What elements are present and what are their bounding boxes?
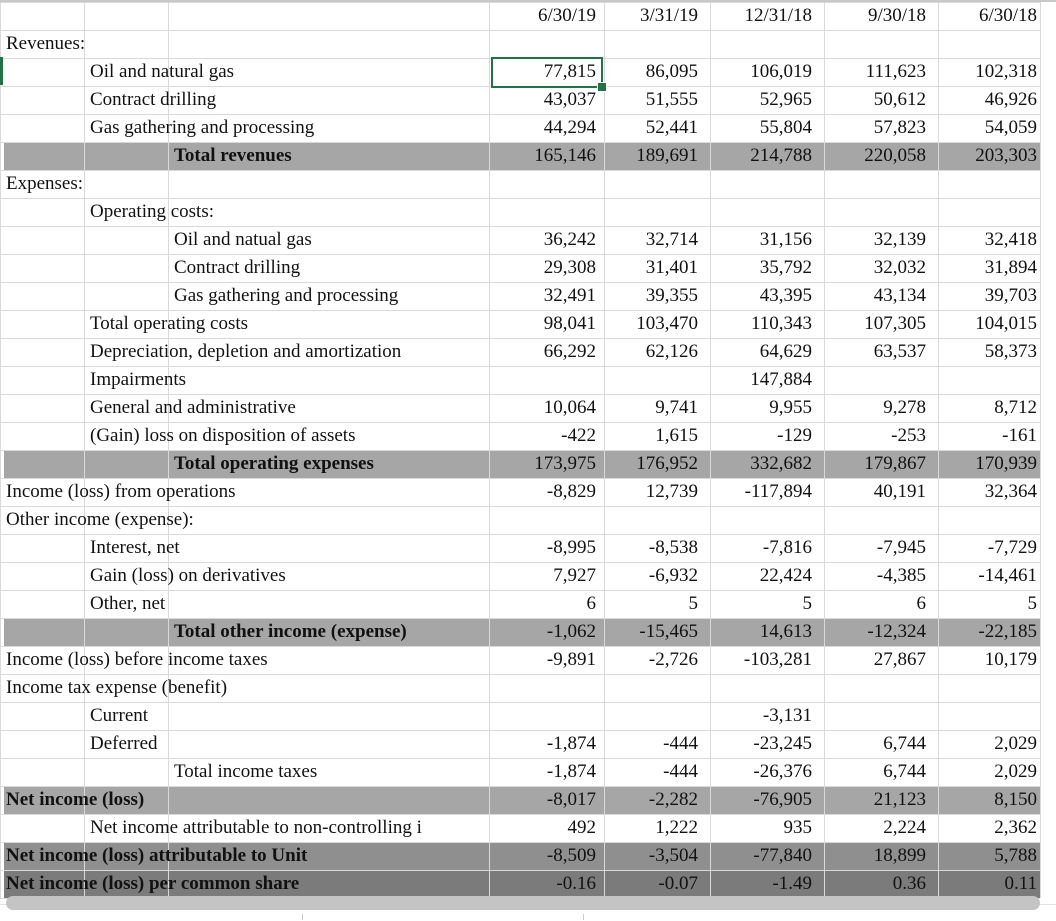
value-cell[interactable]: -26,376 xyxy=(753,761,812,782)
value-cell[interactable]: -76,905 xyxy=(753,789,812,810)
row-label-cell[interactable]: Total income taxes xyxy=(174,761,318,782)
value-cell[interactable] xyxy=(927,702,1037,730)
value-cell[interactable]: 6 xyxy=(916,593,926,614)
value-cell[interactable] xyxy=(927,366,1037,394)
value-cell[interactable] xyxy=(486,702,596,730)
value-cell[interactable]: 170,939 xyxy=(975,453,1037,474)
value-cell[interactable]: -4,385 xyxy=(876,565,926,586)
value-cell[interactable]: 32,139 xyxy=(873,229,926,250)
value-cell[interactable]: -15,465 xyxy=(639,621,698,642)
value-cell[interactable]: -161 xyxy=(1002,425,1037,446)
value-cell[interactable]: 7,927 xyxy=(553,565,596,586)
value-cell[interactable]: 40,191 xyxy=(873,481,926,502)
value-cell[interactable]: 103,470 xyxy=(636,313,698,334)
value-cell[interactable]: -22,185 xyxy=(978,621,1037,642)
value-cell[interactable]: 2,029 xyxy=(994,761,1037,782)
value-cell[interactable]: 2,362 xyxy=(994,817,1037,838)
value-cell[interactable]: 51,555 xyxy=(645,89,698,110)
value-cell[interactable]: 57,823 xyxy=(873,117,926,138)
value-cell[interactable]: 12,739 xyxy=(645,481,698,502)
value-cell[interactable]: 31,401 xyxy=(645,257,698,278)
value-cell[interactable]: -103,281 xyxy=(743,649,812,670)
value-cell[interactable]: -117,894 xyxy=(744,481,812,502)
fill-handle[interactable] xyxy=(597,82,607,92)
value-cell[interactable]: -1,874 xyxy=(546,761,596,782)
value-cell[interactable]: 0.36 xyxy=(892,873,926,894)
value-cell[interactable]: 2,224 xyxy=(883,817,926,838)
value-cell[interactable]: 220,058 xyxy=(864,145,926,166)
value-cell[interactable]: 106,019 xyxy=(750,61,812,82)
value-cell[interactable]: -1.49 xyxy=(772,873,812,894)
row-label-cell[interactable]: Gas gathering and processing xyxy=(90,117,315,138)
row-label-cell[interactable]: Impairments xyxy=(90,369,187,390)
value-cell[interactable]: 86,095 xyxy=(645,61,698,82)
row-label-cell[interactable]: Net income (loss) attributable to Unit xyxy=(6,845,308,866)
value-cell[interactable]: 31,894 xyxy=(984,257,1037,278)
column-header-date[interactable]: 3/31/19 xyxy=(639,5,698,26)
value-cell[interactable]: -9,891 xyxy=(546,649,596,670)
value-cell[interactable] xyxy=(486,366,596,394)
value-cell[interactable]: 27,867 xyxy=(873,649,926,670)
value-cell[interactable]: 58,373 xyxy=(984,341,1037,362)
value-cell[interactable]: -7,816 xyxy=(762,537,812,558)
value-cell[interactable]: 62,126 xyxy=(645,341,698,362)
value-cell[interactable]: -1,062 xyxy=(546,621,596,642)
value-cell[interactable]: 935 xyxy=(783,817,812,838)
value-cell[interactable]: -0.16 xyxy=(556,873,596,894)
value-cell[interactable]: 52,441 xyxy=(645,117,698,138)
value-cell[interactable]: 43,134 xyxy=(873,285,926,306)
value-cell[interactable]: 2,029 xyxy=(994,733,1037,754)
value-cell[interactable]: -2,726 xyxy=(648,649,698,670)
column-header-date[interactable]: 12/31/18 xyxy=(744,5,812,26)
value-cell[interactable]: 176,952 xyxy=(636,453,698,474)
value-cell[interactable]: 32,491 xyxy=(543,285,596,306)
row-label-cell[interactable]: Depreciation, depletion and amortization xyxy=(90,341,402,362)
value-cell[interactable]: -422 xyxy=(561,425,596,446)
row-label-cell[interactable]: Oil and natural gas xyxy=(90,61,235,82)
row-label-cell[interactable]: Oil and natual gas xyxy=(174,229,312,250)
value-cell[interactable]: 32,418 xyxy=(984,229,1037,250)
sheet-tab-divider xyxy=(583,914,584,920)
value-cell[interactable]: 9,741 xyxy=(655,397,698,418)
row-label-cell[interactable]: Contract drilling xyxy=(90,89,217,110)
value-cell[interactable]: -8,509 xyxy=(546,845,596,866)
value-cell[interactable]: 32,714 xyxy=(645,229,698,250)
value-cell[interactable]: 98,041 xyxy=(543,313,596,334)
value-cell[interactable]: 66,292 xyxy=(543,341,596,362)
value-cell[interactable]: -14,461 xyxy=(978,565,1037,586)
value-cell[interactable]: 43,037 xyxy=(543,89,596,110)
column-header-date[interactable]: 6/30/19 xyxy=(537,5,596,26)
row-label-cell[interactable]: General and administrative xyxy=(90,397,296,418)
value-cell[interactable]: -6,932 xyxy=(648,565,698,586)
value-cell[interactable]: -3,131 xyxy=(762,705,812,726)
row-label-cell[interactable]: Operating costs: xyxy=(90,201,215,222)
value-cell[interactable]: 8,712 xyxy=(994,397,1037,418)
row-label-cell[interactable]: Interest, net xyxy=(90,537,180,558)
value-cell[interactable]: 63,537 xyxy=(873,341,926,362)
value-cell[interactable]: 64,629 xyxy=(759,341,812,362)
row-label-cell[interactable]: Other, net xyxy=(90,593,166,614)
row-label-cell[interactable]: Net income attributable to non-controlling i xyxy=(90,817,422,838)
value-cell[interactable]: 55,804 xyxy=(759,117,812,138)
value-cell[interactable]: 32,032 xyxy=(873,257,926,278)
value-cell[interactable]: -8,829 xyxy=(546,481,596,502)
value-cell[interactable]: 35,792 xyxy=(759,257,812,278)
value-cell[interactable]: -77,840 xyxy=(753,845,812,866)
value-cell[interactable]: 492 xyxy=(567,817,596,838)
row-label-cell[interactable]: Expenses: xyxy=(6,173,84,194)
row-label-cell[interactable]: Total other income (expense) xyxy=(174,621,407,642)
row-label-cell[interactable]: Net income (loss) xyxy=(6,789,145,810)
value-cell[interactable]: -7,729 xyxy=(987,537,1037,558)
row-label-cell[interactable]: Deferred xyxy=(90,733,158,754)
value-cell[interactable]: 214,788 xyxy=(750,145,812,166)
row-label-cell[interactable]: Revenues: xyxy=(6,33,86,54)
row-label-cell[interactable]: Net income (loss) per common share xyxy=(6,873,300,894)
row-label-cell[interactable]: Total revenues xyxy=(174,145,292,166)
value-cell[interactable]: 9,278 xyxy=(883,397,926,418)
row-label-cell[interactable]: Income (loss) before income taxes xyxy=(6,649,268,670)
value-cell[interactable]: 22,424 xyxy=(759,565,812,586)
value-cell[interactable] xyxy=(816,702,926,730)
value-cell[interactable]: -12,324 xyxy=(867,621,926,642)
value-cell[interactable]: 10,179 xyxy=(984,649,1037,670)
row-label-cell[interactable]: Current xyxy=(90,705,149,726)
value-cell[interactable]: 6,744 xyxy=(883,761,926,782)
value-cell[interactable]: 46,926 xyxy=(984,89,1037,110)
value-cell[interactable]: 54,059 xyxy=(984,117,1037,138)
vertical-gridline xyxy=(0,2,1,898)
row-label-cell[interactable]: Gas gathering and processing xyxy=(174,285,399,306)
column-header-date[interactable]: 6/30/18 xyxy=(978,5,1037,26)
value-cell[interactable]: 102,318 xyxy=(975,61,1037,82)
value-cell[interactable]: -23,245 xyxy=(753,733,812,754)
value-cell[interactable]: 104,015 xyxy=(975,313,1037,334)
active-row-indicator xyxy=(0,57,3,85)
value-cell[interactable]: 1,222 xyxy=(655,817,698,838)
value-cell[interactable]: -2,282 xyxy=(648,789,698,810)
row-label-cell[interactable]: Total operating costs xyxy=(90,313,249,334)
value-cell[interactable]: 179,867 xyxy=(864,453,926,474)
value-cell[interactable]: 110,343 xyxy=(750,313,812,334)
value-cell[interactable]: 29,308 xyxy=(543,257,596,278)
value-cell[interactable]: 5 xyxy=(1027,593,1037,614)
value-cell[interactable]: 5 xyxy=(688,593,698,614)
value-cell[interactable]: 77,815 xyxy=(543,61,596,82)
value-cell[interactable]: 332,682 xyxy=(750,453,812,474)
value-cell[interactable]: 9,955 xyxy=(769,397,812,418)
value-cell[interactable]: 5 xyxy=(802,593,812,614)
value-cell[interactable]: -7,945 xyxy=(876,537,926,558)
vertical-gridline xyxy=(1040,2,1041,898)
value-cell[interactable]: 31,156 xyxy=(759,229,812,250)
value-cell[interactable]: 43,395 xyxy=(759,285,812,306)
value-cell[interactable] xyxy=(816,366,926,394)
value-cell[interactable] xyxy=(588,366,698,394)
value-cell[interactable]: -8,995 xyxy=(546,537,596,558)
value-cell[interactable] xyxy=(588,702,698,730)
value-cell[interactable]: -129 xyxy=(777,425,812,446)
selected-cell-border[interactable] xyxy=(491,57,603,88)
row-label-cell[interactable]: Income (loss) from operations xyxy=(6,481,236,502)
value-cell[interactable]: 39,703 xyxy=(984,285,1037,306)
value-cell[interactable]: 107,305 xyxy=(864,313,926,334)
value-cell[interactable]: -3,504 xyxy=(648,845,698,866)
value-cell[interactable]: 173,975 xyxy=(534,453,596,474)
value-cell[interactable]: 5,788 xyxy=(994,845,1037,866)
value-cell[interactable]: 0.11 xyxy=(1004,873,1037,894)
value-cell[interactable]: -1,874 xyxy=(546,733,596,754)
value-cell[interactable]: -444 xyxy=(663,733,698,754)
value-cell[interactable]: -8,017 xyxy=(546,789,596,810)
value-cell[interactable]: 8,150 xyxy=(994,789,1037,810)
horizontal-scrollbar-thumb[interactable] xyxy=(6,896,1040,910)
value-cell[interactable]: 6,744 xyxy=(883,733,926,754)
vertical-gridline xyxy=(84,2,85,898)
value-cell[interactable]: 52,965 xyxy=(759,89,812,110)
value-cell[interactable]: -8,538 xyxy=(648,537,698,558)
row-label-cell[interactable]: Other income (expense): xyxy=(6,509,194,530)
value-cell[interactable]: 39,355 xyxy=(645,285,698,306)
value-cell[interactable]: 6 xyxy=(586,593,596,614)
row-label-cell[interactable]: Gain (loss) on derivatives xyxy=(90,565,286,586)
sheet-tab-divider xyxy=(302,914,303,920)
value-cell[interactable]: 36,242 xyxy=(543,229,596,250)
value-cell[interactable]: -253 xyxy=(891,425,926,446)
value-cell[interactable]: 21,123 xyxy=(873,789,926,810)
value-cell[interactable]: 165,146 xyxy=(534,145,596,166)
row-label-cell[interactable]: Income tax expense (benefit) xyxy=(6,677,228,698)
row-label-cell[interactable]: Total operating expenses xyxy=(174,453,374,474)
value-cell[interactable]: 44,294 xyxy=(543,117,596,138)
value-cell[interactable]: 32,364 xyxy=(984,481,1037,502)
value-cell[interactable]: 14,613 xyxy=(759,621,812,642)
value-cell[interactable]: 111,623 xyxy=(865,61,926,82)
value-cell[interactable]: -444 xyxy=(663,761,698,782)
value-cell[interactable]: 189,691 xyxy=(636,145,698,166)
value-cell[interactable]: 18,899 xyxy=(873,845,926,866)
value-cell[interactable]: 1,615 xyxy=(655,425,698,446)
column-header-date[interactable]: 9/30/18 xyxy=(867,5,926,26)
value-cell[interactable]: 147,884 xyxy=(750,369,812,390)
value-cell[interactable]: 50,612 xyxy=(873,89,926,110)
value-cell[interactable]: 203,303 xyxy=(975,145,1037,166)
value-cell[interactable]: -0.07 xyxy=(658,873,698,894)
value-cell[interactable]: 10,064 xyxy=(543,397,596,418)
row-label-cell[interactable]: Contract drilling xyxy=(174,257,301,278)
row-label-cell[interactable]: (Gain) loss on disposition of assets xyxy=(90,425,356,446)
